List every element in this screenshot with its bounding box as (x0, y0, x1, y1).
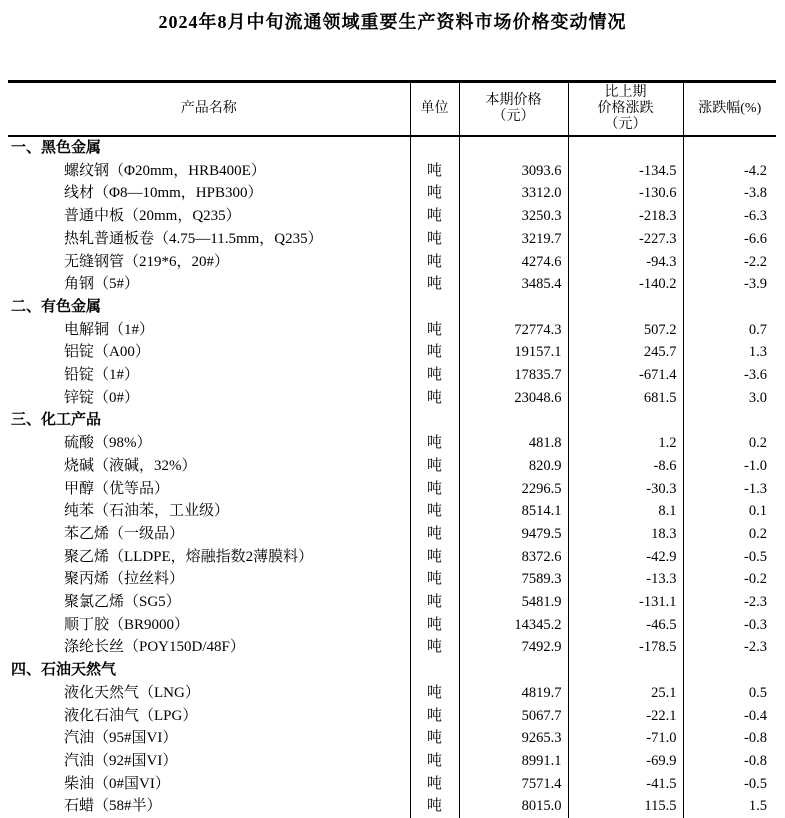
cell-price: 3219.7 (459, 228, 568, 251)
cell-product: 顺丁胶（BR9000） (8, 614, 410, 637)
cell-pct: 0.1 (748, 503, 767, 520)
cell-price: 9479.5 (459, 523, 568, 546)
product-row (8, 478, 776, 501)
cell-price: 23048.6 (459, 387, 568, 410)
cell-product: 烧碱（液碱，32%） (8, 455, 410, 478)
cell-unit: 吨 (410, 364, 459, 387)
cell-product: 液化石油气（LPG） (8, 705, 410, 728)
cell-unit: 吨 (410, 705, 459, 728)
cell-product: 锌锭（0#） (8, 387, 410, 410)
product-row (8, 455, 776, 478)
cell-change: 18.3 (568, 523, 683, 546)
cell-unit: 吨 (410, 727, 459, 750)
cell-pct: 0.5 (748, 684, 767, 701)
section-row (8, 136, 776, 160)
cell-product: 铝锭（A00） (8, 341, 410, 364)
cell-price: 4274.6 (459, 251, 568, 274)
cell-unit (410, 659, 459, 682)
cell-pct: -4.2 (744, 162, 767, 179)
cell-unit (410, 409, 459, 432)
table-body (8, 136, 776, 818)
col-header-current-price (459, 82, 568, 137)
cell-price: 3312.0 (459, 182, 568, 205)
col-header-price-change-line3: （元） (604, 117, 647, 132)
cell-unit: 吨 (410, 478, 459, 501)
cell-change: -227.3 (568, 228, 683, 251)
cell-unit: 吨 (410, 251, 459, 274)
product-row (8, 500, 776, 523)
header-row (8, 82, 776, 137)
cell-unit: 吨 (410, 205, 459, 228)
cell-unit: 吨 (410, 432, 459, 455)
product-row (8, 205, 776, 228)
product-row (8, 182, 776, 205)
cell-product: 柴油（0#国VI） (8, 773, 410, 796)
cell-price: 3250.3 (459, 205, 568, 228)
cell-change: 507.2 (568, 319, 683, 342)
cell-pct: -3.9 (744, 276, 767, 293)
col-header-current-price-line2: （元） (492, 109, 535, 124)
cell-change (568, 659, 683, 682)
cell-price: 9265.3 (459, 727, 568, 750)
cell-pct (683, 659, 776, 682)
cell-pct: 0.2 (748, 525, 767, 542)
col-header-current-price-line1: 本期价格 (485, 93, 542, 108)
cell-pct (683, 136, 776, 160)
cell-product: 普通中板（20mm，Q235） (8, 205, 410, 228)
cell-product: 甲醇（优等品） (8, 478, 410, 501)
cell-pct: -1.0 (744, 457, 767, 474)
cell-change: -69.9 (568, 750, 683, 773)
cell-product: 汽油（95#国VI） (8, 727, 410, 750)
cell-change: -46.5 (568, 614, 683, 637)
cell-pct: -0.5 (744, 548, 767, 565)
cell-product: 无缝钢管（219*6，20#） (8, 251, 410, 274)
cell-unit: 吨 (410, 273, 459, 296)
product-row (8, 750, 776, 773)
cell-change: -13.3 (568, 568, 683, 591)
cell-change: -671.4 (568, 364, 683, 387)
col-header-unit: 单位 (410, 82, 459, 137)
cell-price: 3093.6 (459, 160, 568, 183)
cell-change: -8.6 (568, 455, 683, 478)
cell-change: -178.5 (568, 636, 683, 659)
cell-price: 2296.5 (459, 478, 568, 501)
product-row (8, 523, 776, 546)
cell-pct (683, 409, 776, 432)
cell-price: 8372.6 (459, 546, 568, 569)
cell-pct: -3.8 (744, 185, 767, 202)
section-row (8, 296, 776, 319)
cell-product: 螺纹钢（Φ20mm，HRB400E） (8, 160, 410, 183)
cell-pct: -6.3 (744, 208, 767, 225)
col-header-change-pct: 涨跌幅(%) (683, 82, 776, 137)
cell-price: 4819.7 (459, 682, 568, 705)
cell-change: -42.9 (568, 546, 683, 569)
cell-product: 线材（Φ8—10mm，HPB300） (8, 182, 410, 205)
cell-change: 8.1 (568, 500, 683, 523)
cell-pct: -0.5 (744, 775, 767, 792)
product-row (8, 341, 776, 364)
product-row (8, 773, 776, 796)
cell-price: 8015.0 (459, 795, 568, 818)
cell-change: -130.6 (568, 182, 683, 205)
cell-pct: -6.6 (744, 230, 767, 247)
cell-pct: 1.5 (748, 798, 767, 815)
cell-change: -134.5 (568, 160, 683, 183)
cell-change (568, 136, 683, 160)
section-row (8, 659, 776, 682)
product-row (8, 160, 776, 183)
cell-unit (410, 136, 459, 160)
cell-unit: 吨 (410, 523, 459, 546)
cell-pct: -2.2 (744, 253, 767, 270)
cell-product: 聚丙烯（拉丝料） (8, 568, 410, 591)
product-row (8, 228, 776, 251)
product-row (8, 319, 776, 342)
cell-price (459, 136, 568, 160)
cell-pct: 0.2 (748, 435, 767, 452)
cell-unit: 吨 (410, 387, 459, 410)
cell-price: 8514.1 (459, 500, 568, 523)
cell-pct: -1.3 (744, 480, 767, 497)
cell-product: 热轧普通板卷（4.75—11.5mm，Q235） (8, 228, 410, 251)
product-row (8, 251, 776, 274)
cell-product: 角钢（5#） (8, 273, 410, 296)
cell-price (459, 659, 568, 682)
cell-unit: 吨 (410, 591, 459, 614)
cell-pct: -0.8 (744, 730, 767, 747)
cell-product: 聚乙烯（LLDPE，熔融指数2薄膜料） (8, 546, 410, 569)
section-title: 一、黑色金属 (8, 136, 410, 160)
cell-pct: 1.3 (748, 344, 767, 361)
cell-product: 铅锭（1#） (8, 364, 410, 387)
product-row (8, 364, 776, 387)
cell-product: 聚氯乙烯（SG5） (8, 591, 410, 614)
cell-price: 5067.7 (459, 705, 568, 728)
cell-change: 25.1 (568, 682, 683, 705)
cell-change: -22.1 (568, 705, 683, 728)
cell-pct: 3.0 (748, 389, 767, 406)
section-title: 二、有色金属 (8, 296, 410, 319)
cell-pct: -0.4 (744, 707, 767, 724)
cell-unit: 吨 (410, 455, 459, 478)
table-header (8, 82, 776, 137)
cell-change (568, 296, 683, 319)
cell-unit: 吨 (410, 795, 459, 818)
cell-pct: -3.6 (744, 367, 767, 384)
cell-unit: 吨 (410, 750, 459, 773)
cell-unit: 吨 (410, 773, 459, 796)
cell-unit: 吨 (410, 546, 459, 569)
product-row (8, 727, 776, 750)
cell-unit: 吨 (410, 682, 459, 705)
cell-pct: -0.3 (744, 616, 767, 633)
product-row (8, 591, 776, 614)
cell-product: 石蜡（58#半） (8, 795, 410, 818)
cell-unit: 吨 (410, 160, 459, 183)
cell-price: 7492.9 (459, 636, 568, 659)
cell-change: 1.2 (568, 432, 683, 455)
page-title: 2024年8月中旬流通领域重要生产资料市场价格变动情况 (158, 12, 627, 32)
product-row (8, 636, 776, 659)
cell-unit: 吨 (410, 341, 459, 364)
cell-change: 115.5 (568, 795, 683, 818)
cell-unit: 吨 (410, 228, 459, 251)
product-row (8, 614, 776, 637)
cell-price: 481.8 (459, 432, 568, 455)
cell-change: -140.2 (568, 273, 683, 296)
cell-price: 14345.2 (459, 614, 568, 637)
cell-price: 19157.1 (459, 341, 568, 364)
cell-change: -30.3 (568, 478, 683, 501)
cell-pct: -0.2 (744, 571, 767, 588)
cell-price: 820.9 (459, 455, 568, 478)
cell-pct: -0.8 (744, 752, 767, 769)
cell-pct: -2.3 (744, 639, 767, 656)
cell-unit: 吨 (410, 500, 459, 523)
cell-product: 汽油（92#国VI） (8, 750, 410, 773)
cell-change (568, 409, 683, 432)
product-row (8, 273, 776, 296)
price-table (8, 80, 776, 818)
product-row (8, 705, 776, 728)
cell-pct (683, 296, 776, 319)
cell-pct: 0.7 (748, 321, 767, 338)
cell-change: -94.3 (568, 251, 683, 274)
cell-unit: 吨 (410, 182, 459, 205)
product-row (8, 795, 776, 818)
cell-price: 7589.3 (459, 568, 568, 591)
cell-change: 245.7 (568, 341, 683, 364)
cell-price: 17835.7 (459, 364, 568, 387)
cell-unit: 吨 (410, 614, 459, 637)
cell-price: 72774.3 (459, 319, 568, 342)
cell-change: -41.5 (568, 773, 683, 796)
product-row (8, 432, 776, 455)
col-header-price-change-line2: 价格涨跌 (597, 101, 654, 116)
cell-price (459, 296, 568, 319)
cell-change: -71.0 (568, 727, 683, 750)
cell-price: 7571.4 (459, 773, 568, 796)
cell-product: 硫酸（98%） (8, 432, 410, 455)
cell-price: 8991.1 (459, 750, 568, 773)
section-title: 三、化工产品 (8, 409, 410, 432)
cell-change: -218.3 (568, 205, 683, 228)
cell-product: 涤纶长丝（POY150D/48F） (8, 636, 410, 659)
cell-product: 纯苯（石油苯，工业级） (8, 500, 410, 523)
col-header-price-change (568, 82, 683, 137)
cell-unit: 吨 (410, 568, 459, 591)
cell-unit (410, 296, 459, 319)
cell-change: 681.5 (568, 387, 683, 410)
product-row (8, 568, 776, 591)
section-title: 四、石油天然气 (8, 659, 410, 682)
cell-unit: 吨 (410, 319, 459, 342)
product-row (8, 387, 776, 410)
product-row (8, 682, 776, 705)
cell-product: 液化天然气（LNG） (8, 682, 410, 705)
cell-product: 苯乙烯（一级品） (8, 523, 410, 546)
product-row (8, 546, 776, 569)
cell-unit: 吨 (410, 636, 459, 659)
col-header-product: 产品名称 (8, 82, 410, 137)
section-row (8, 409, 776, 432)
cell-price: 3485.4 (459, 273, 568, 296)
col-header-price-change-line1: 比上期 (604, 85, 647, 100)
cell-change: -131.1 (568, 591, 683, 614)
cell-pct: -2.3 (744, 594, 767, 611)
cell-price (459, 409, 568, 432)
cell-price: 5481.9 (459, 591, 568, 614)
cell-product: 电解铜（1#） (8, 319, 410, 342)
